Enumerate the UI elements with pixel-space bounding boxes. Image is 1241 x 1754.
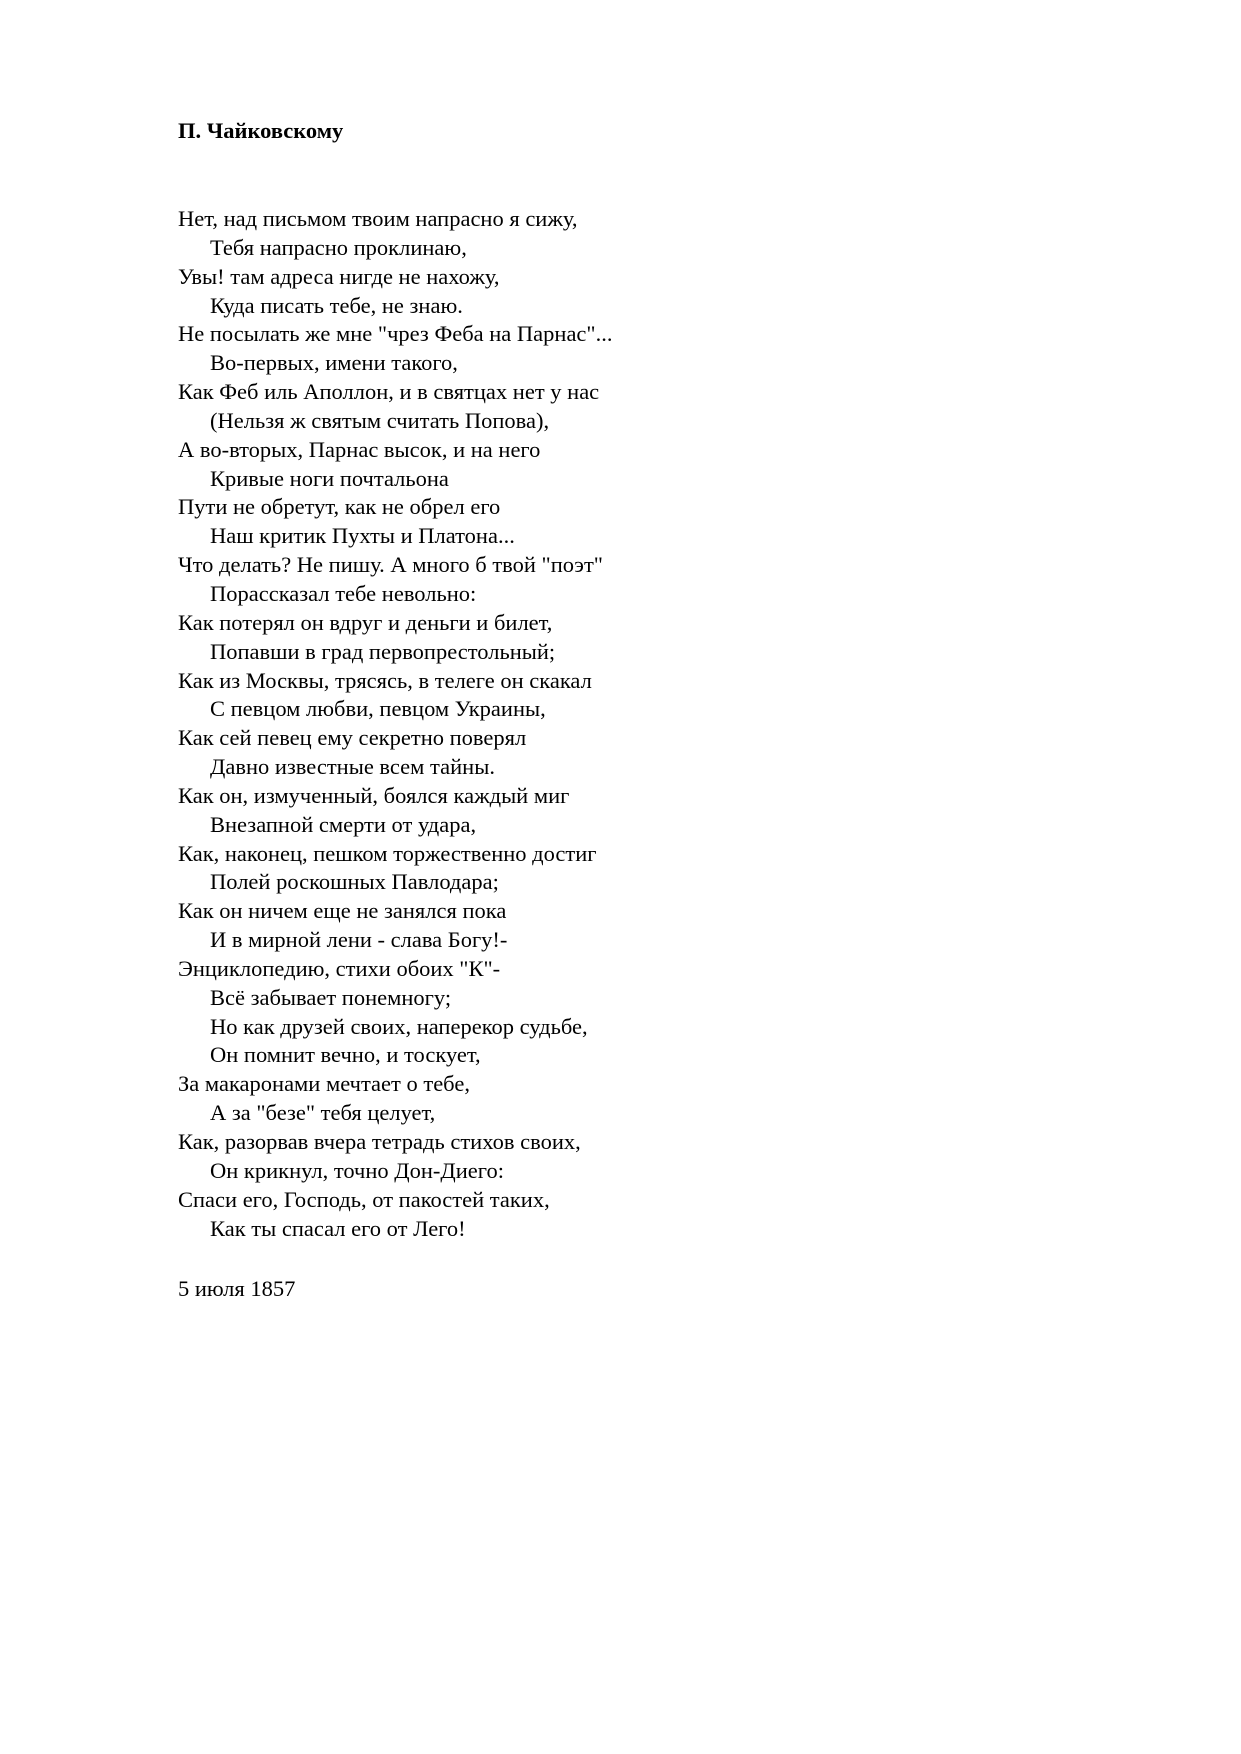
poem-line: И в мирной лени - слава Богу!- (210, 927, 508, 953)
poem-line: Увы! там адреса нигде не нахожу, (178, 263, 500, 289)
poem-line: Как он, измученный, боялся каждый миг (178, 782, 570, 808)
poem-line: Как сей певец ему секретно поверял (178, 725, 527, 751)
poem-line: А во-вторых, Парнас высок, и на него (178, 436, 541, 462)
poem-line: Внезапной смерти от удара, (210, 811, 477, 837)
poem-body (178, 205, 612, 1243)
poem-line: Как Феб иль Аполлон, и в святцах нет у нас (178, 379, 600, 405)
poem-line: Что делать? Не пишу. А много б твой "поэт" (178, 552, 603, 578)
poem-line: Во-первых, имени такого, (210, 350, 458, 376)
poem-line: С певцом любви, певцом Украины, (210, 696, 546, 722)
poem-line: Энциклопедию, стихи обоих "К"- (178, 955, 501, 981)
poem-line: Как ты спасал его от Лего! (210, 1215, 466, 1241)
poem-title: П. Чайковскому (178, 118, 344, 143)
poem-line: А за "безе" тебя целует, (210, 1100, 436, 1126)
poem-line: Он помнит вечно, и тоскует, (210, 1042, 481, 1068)
poem-line: Пути не обретут, как не обрел его (178, 494, 501, 520)
poem-date: 5 июля 1857 (178, 1276, 296, 1301)
poem-line: Как потерял он вдруг и деньги и билет, (178, 609, 553, 635)
poem-line: Попавши в град первопрестольный; (210, 638, 556, 664)
poem-line: Не посылать же мне "чрез Феба на Парнас"... (178, 321, 613, 347)
poem-line: Как он ничем еще не занялся пока (178, 898, 507, 924)
poem-line: Как, наконец, пешком торжественно достиг (178, 840, 597, 866)
poem-line: Спаси его, Господь, от пакостей таких, (178, 1186, 550, 1212)
poem-line: Тебя напрасно проклинаю, (210, 234, 467, 260)
poem-line: Нет, над письмом твоим напрасно я сижу, (178, 206, 578, 231)
poem-line: Давно известные всем тайны. (210, 754, 495, 780)
poem-line: Как из Москвы, трясясь, в телеге он скакал (178, 667, 592, 693)
poem-line: (Нельзя ж святым считать Попова), (210, 407, 550, 433)
poem-line: Как, разорвав вчера тетрадь стихов своих, (178, 1129, 581, 1154)
poem-line: Он крикнул, точно Дон-Диего: (210, 1157, 504, 1183)
poem-line: Всё забывает понемногу; (210, 984, 452, 1010)
poem-line: За макаронами мечтает о тебе, (178, 1071, 470, 1097)
poem-line: Наш критик Пухты и Платона... (210, 523, 515, 549)
poem-line: Полей роскошных Павлодара; (210, 869, 499, 895)
poem-line: Куда писать тебе, не знаю. (210, 292, 463, 318)
poem-line: Порассказал тебе невольно: (210, 580, 477, 606)
poem-line: Кривые ноги почтальона (210, 465, 449, 491)
poem-line: Но как друзей своих, наперекор судьбе, (210, 1013, 588, 1039)
